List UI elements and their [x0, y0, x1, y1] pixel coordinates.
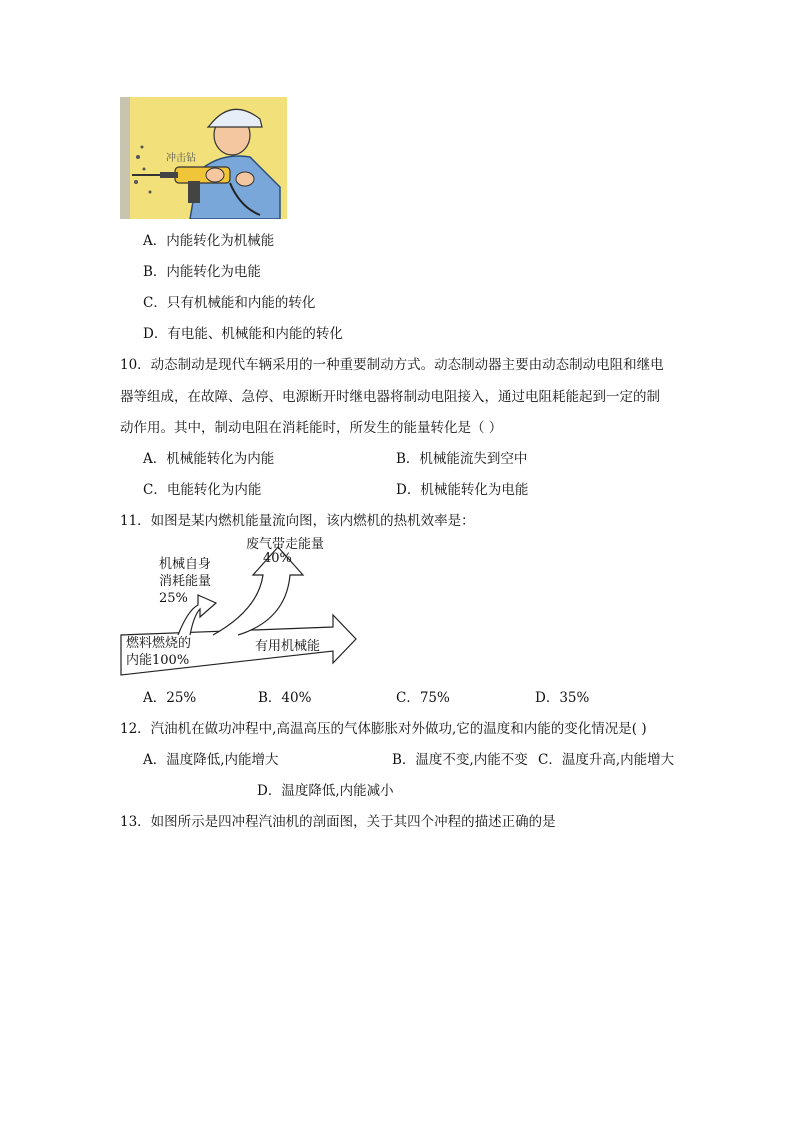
mech-self-label-1: 机械自身 — [159, 557, 212, 572]
q10-stem-line-3: 动作用。其中，制动电阻在消耗能时，所发生的能量转化是（ ） — [120, 420, 503, 436]
q11-option-d: D．35% — [535, 690, 590, 706]
q9-option-a: A．内能转化为机械能 — [143, 233, 275, 249]
q10-stem-line-1: 10．动态制动是现代车辆采用的一种重要制动方式。动态制动器主要由动态制动电阻和继电 — [120, 357, 664, 373]
q10-option-b: B．机械能流失到空中 — [396, 451, 528, 467]
exhaust-pct: 40% — [263, 551, 292, 566]
hammer-drill-illustration — [120, 97, 287, 219]
q12-option-a: A．温度降低,内能增大 — [143, 752, 279, 768]
useful-label: 有用机械能 — [255, 639, 321, 654]
q10-option-c: C．电能转化为内能 — [143, 482, 262, 498]
q11-option-a: A．25% — [143, 690, 197, 706]
fuel-label-1: 燃料燃烧的 — [126, 636, 192, 651]
q10-stem-line-2: 器等组成，在故障、急停、电源断开时继电器将制动电阻接入，通过电阻耗能起到一定的制 — [120, 389, 660, 405]
fuel-label-2: 内能100% — [126, 653, 190, 668]
mech-self-label-2: 消耗能量 — [159, 574, 212, 589]
q9-option-b: B．内能转化为电能 — [143, 264, 261, 280]
q11-option-c: C．75% — [396, 690, 450, 706]
q13-stem: 13．如图所示是四冲程汽油机的剖面图，关于其四个冲程的描述正确的是 — [120, 814, 556, 830]
q10-option-a: A．机械能转化为内能 — [143, 451, 275, 467]
q9-option-c: C．只有机械能和内能的转化 — [143, 295, 316, 311]
q12-option-b: B．温度不变,内能不变 — [392, 752, 528, 768]
q12-option-c: C．温度升高,内能增大 — [538, 752, 675, 768]
energy-flow-diagram — [118, 535, 368, 680]
drill-label: 冲击钻 — [166, 153, 196, 164]
q12-option-d: D．温度降低,内能减小 — [257, 783, 394, 799]
q11-option-b: B．40% — [258, 690, 312, 706]
q9-option-d: D．有电能、机械能和内能的转化 — [143, 326, 343, 342]
exhaust-label: 废气带走能量 — [246, 537, 325, 552]
mech-self-pct: 25% — [159, 591, 188, 606]
q11-stem: 11．如图是某内燃机能量流向图，该内燃机的热机效率是： — [120, 513, 475, 529]
q12-stem: 12．汽油机在做功冲程中,高温高压的气体膨胀对外做功,它的温度和内能的变化情况是( ) — [120, 721, 647, 737]
q10-option-d: D．机械能转化为电能 — [396, 482, 529, 498]
